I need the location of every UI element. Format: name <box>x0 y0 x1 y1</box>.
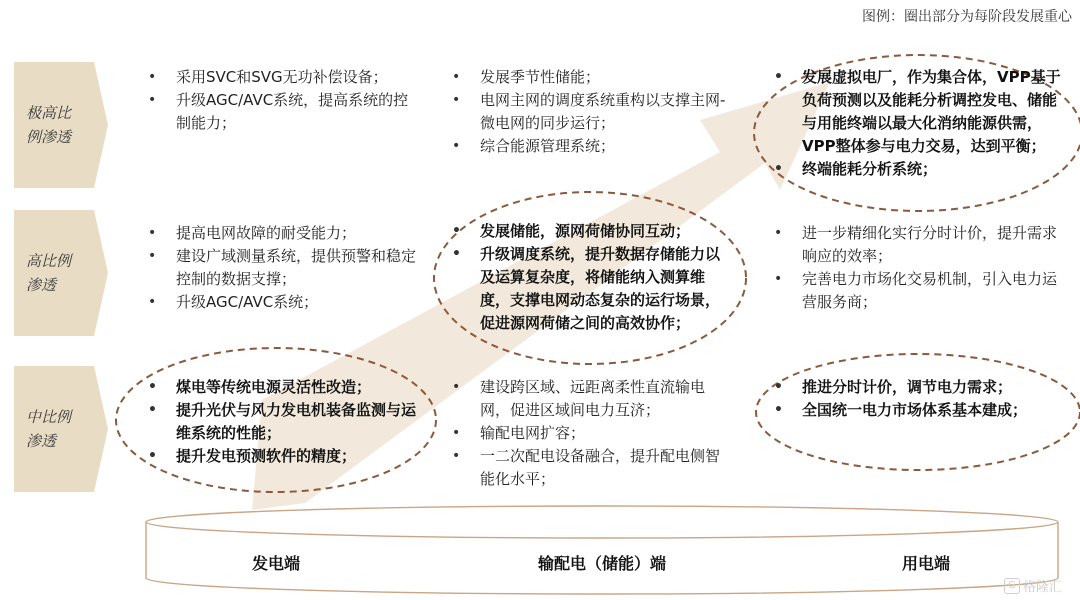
list-item: • 进一步精细化实行分时计价，提升需求响应的效率； <box>772 222 1062 268</box>
cell-medium-transmission <box>450 376 732 491</box>
list-item: • 升级AGC/AVC系统，提高系统的控制能力； <box>146 89 416 135</box>
list-item: • 终端能耗分析系统； <box>772 158 1064 181</box>
row-label-medium <box>14 366 106 492</box>
legend-note: 图例：圈出部分为每阶段发展重心 <box>862 9 1072 25</box>
list-item: • 提升发电预测软件的精度； <box>146 445 418 468</box>
column-label-generation: 发电端 <box>251 554 300 573</box>
cell-medium-consumption <box>772 376 1062 422</box>
list-item: • 建设跨区域、远距离柔性直流输电网，促进区域间电力互济； <box>450 376 732 422</box>
list-item: • 输配电网扩容； <box>450 422 732 445</box>
list-item: • 建设广域测量系统，提供预警和稳定控制的数据支撑； <box>146 245 418 291</box>
row-label-text: 中比例渗透 <box>26 408 72 450</box>
watermark-text: 格隆汇 <box>1023 580 1063 595</box>
cell-high-generation <box>146 222 418 314</box>
cell-medium-generation <box>146 376 418 468</box>
cell-very-high-generation <box>146 66 416 135</box>
cell-high-transmission <box>450 220 732 335</box>
row-label-text: 极高比例渗透 <box>26 104 72 146</box>
list-item: • 采用SVC和SVG无功补偿设备； <box>146 66 416 89</box>
list-item: • 推进分时计价，调节电力需求； <box>772 376 1062 399</box>
list-item: • 综合能源管理系统； <box>450 135 730 158</box>
list-item: • 发展虚拟电厂，作为集合体，VPP基于负荷预测以及能耗分析调控发电、储能与用能终端以最大化消纳能源供需，VPP整体参与电力交易，达到平衡； <box>772 66 1064 158</box>
list-item: • 发展储能，源网荷储协同互动； <box>450 220 732 243</box>
row-label-high <box>14 210 106 336</box>
column-label-consumption: 用电端 <box>901 554 950 573</box>
logo-icon: G <box>1004 578 1020 594</box>
row-label-very-high <box>14 62 106 188</box>
list-item: • 煤电等传统电源灵活性改造； <box>146 376 418 399</box>
list-item: • 提高电网故障的耐受能力； <box>146 222 418 245</box>
list-item: • 发展季节性储能； <box>450 66 730 89</box>
cell-very-high-consumption <box>772 66 1064 181</box>
list-item: • 电网主网的调度系统重构以支撑主网-微电网的同步运行； <box>450 89 730 135</box>
list-item: • 一二次配电设备融合，提升配电侧智能化水平； <box>450 445 732 491</box>
cell-high-consumption <box>772 222 1062 314</box>
list-item: • 升级AGC/AVC系统； <box>146 291 418 314</box>
row-label-text: 高比例渗透 <box>26 252 72 294</box>
cell-very-high-transmission <box>450 66 730 158</box>
list-item: • 完善电力市场化交易机制，引入电力运营服务商； <box>772 268 1062 314</box>
list-item: • 升级调度系统，提升数据存储能力以及运算复杂度，将储能纳入测算维度，支撑电网动态复杂的运行场景，促进源网荷储之间的高效协作； <box>450 243 732 335</box>
list-item: • 提升光伏与风力发电机装备监测与运维系统的性能； <box>146 399 418 445</box>
watermark <box>1004 576 1062 595</box>
list-item: • 全国统一电力市场体系基本建成； <box>772 399 1062 422</box>
column-label-transmission: 输配电（储能）端 <box>537 554 666 573</box>
base-top-ellipse <box>146 506 1058 538</box>
